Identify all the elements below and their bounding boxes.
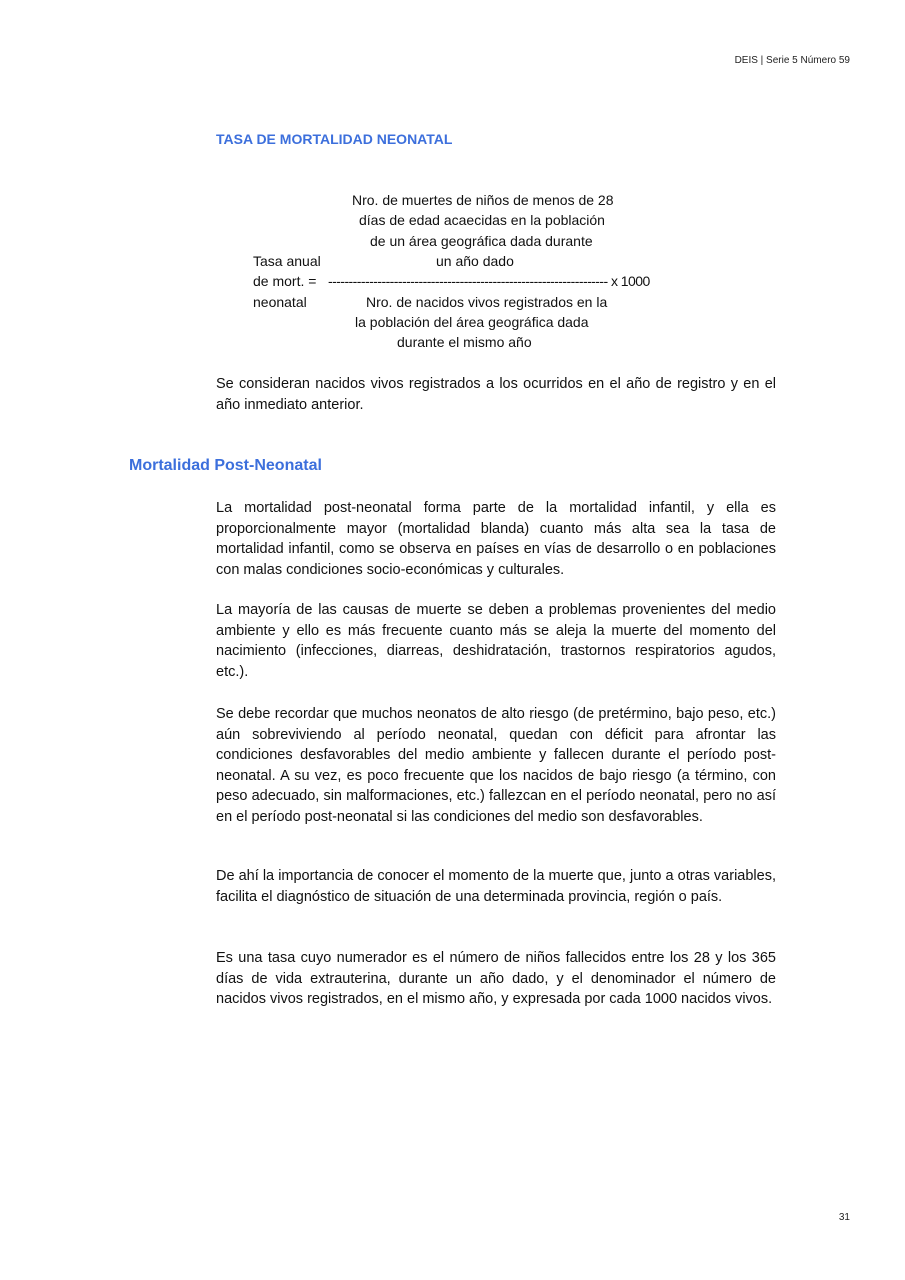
formula-numerator-line: Nro. de muertes de niños de menos de 28 xyxy=(352,192,614,208)
body-paragraph: Se debe recordar que muchos neonatos de alto riesgo (de pretérmino, bajo peso, etc.) aún sobreviviendo al período neonatal, quedan con déficit para afrontar las condiciones desfavorables del medio ambiente y fallecen durante el período post-neonatal. A su vez, es poco frecuente que los nacidos de bajo riesgo (a término, con peso adecuado, sin malformaciones, etc.) fallezcan en el período neonatal, pero no así en el período post-neonatal si las condiciones del medio son desfavorables. xyxy=(216,706,776,825)
body-paragraph: Es una tasa cuyo numerador es el número de niños fallecidos entre los 28 y los 365 días de vida extrauterina, durante un año dado, y el denominador el número de nacidos vivos registrados, en el mismo año, y expresada por cada 1000 nacidos vivos. xyxy=(216,950,776,1007)
formula-numerator-line: días de edad acaecidas en la población xyxy=(359,212,605,229)
body-paragraph: La mayoría de las causas de muerte se deben a problemas provenientes del medio ambiente y ello es más frecuente cuanto más se aleja la muerte del momento del nacimiento (infecciones, diarreas, deshidratación, trastornos respiratorios agudos, etc.). xyxy=(216,602,776,680)
page-number: 31 xyxy=(838,1212,850,1223)
body-paragraph: La mortalidad post-neonatal forma parte de la mortalidad infantil, y ella es proporcionalmente mayor (mortalidad blanda) cuanto más alta sea la tasa de mortalidad infantil, como se observa en países en vías de desarrollo o en poblaciones con malas condiciones socio-económicas y culturales. xyxy=(216,500,776,578)
section-title: TASA DE MORTALIDAD NEONATAL xyxy=(216,131,453,147)
running-header: DEIS | Serie 5 Número 59 xyxy=(734,55,850,66)
formula-label-line: Tasa anual xyxy=(253,252,321,269)
formula-denominator-line: durante el mismo año xyxy=(397,334,532,351)
formula-note: Se consideran nacidos vivos registrados a los ocurridos en el año de registro y en el año inmediato anterior. xyxy=(216,376,776,413)
formula-denominator-line: Nro. de nacidos vivos registrados en la xyxy=(366,293,608,310)
formula-numerator-line: un año dado xyxy=(436,252,514,269)
formula-label-line: de mort. = xyxy=(253,273,317,290)
formula-numerator-line: de un área geográfica dada durante xyxy=(370,232,593,249)
formula-label-line: neonatal xyxy=(253,293,307,310)
body-paragraph: De ahí la importancia de conocer el momento de la muerte que, junto a otras variables, facilita el diagnóstico de situación de una determinada provincia, región o país. xyxy=(216,868,776,905)
formula-denominator-line: la población del área geográfica dada xyxy=(355,313,589,330)
formula-fraction-line: -------------------------------------------------------------------- x 1000 xyxy=(328,273,650,290)
subsection-title: Mortalidad Post-Neonatal xyxy=(129,457,322,474)
